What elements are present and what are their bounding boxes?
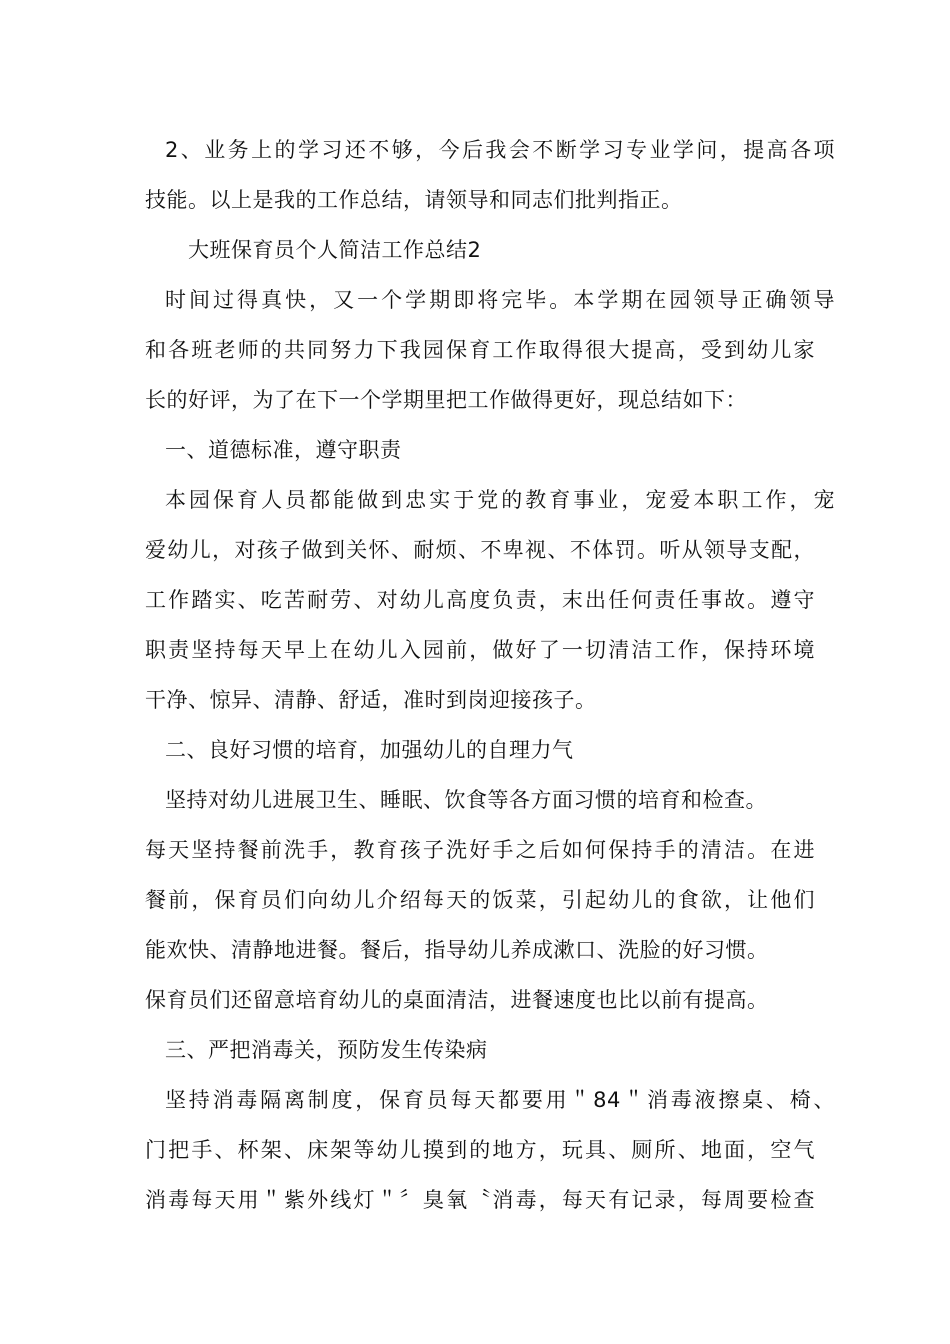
section-heading: 二、良好习惯的培育，加强幼儿的自理力气 [165,738,574,762]
paragraph-line: 餐前，保育员们向幼儿介绍每天的饭菜，引起幼儿的食欲，让他们 [145,888,815,912]
paragraph-line: 长的好评，为了在下一个学期里把工作做得更好，现总结如下： [145,388,747,412]
section-heading: 一、道德标准，遵守职责 [165,438,402,462]
paragraph-line: 时间过得真快，又一个学期即将完毕。本学期在园领导正确领导 [165,288,835,312]
paragraph-line: 能欢快、清静地进餐。餐后，指导幼儿养成漱口、洗脸的好习惯。 [145,938,769,962]
paragraph-line: 保育员们还留意培育幼儿的桌面清洁，进餐速度也比以前有提高。 [145,988,769,1012]
paragraph-line: 2、业务上的学习还不够，今后我会不断学习专业学问，提高各项 [165,138,835,162]
section-heading: 三、严把消毒关，预防发生传染病 [165,1038,488,1062]
paragraph-line: 爱幼儿，对孩子做到关怀、耐烦、不卑视、不体罚。听从领导支配， [145,538,815,562]
paragraph-line: 消毒每天用＂紫外线灯＂〞臭氧〝消毒，每天有记录，每周要检查 [145,1188,815,1212]
paragraph-line: 工作踏实、吃苦耐劳、对幼儿高度负责，末出任何责任事故。遵守 [145,588,815,612]
paragraph-line: 技能。以上是我的工作总结，请领导和同志们批判指正。 [145,188,683,212]
paragraph-line: 干净、惊异、清静、舒适，准时到岗迎接孩子。 [145,688,597,712]
paragraph-line: 职责坚持每天早上在幼儿入园前，做好了一切清洁工作，保持环境 [145,638,815,662]
paragraph-line: 坚持消毒隔离制度，保育员每天都要用＂84＂消毒液擦桌、椅、 [165,1088,835,1112]
section-title: 大班保育员个人简洁工作总结2 [188,238,482,262]
paragraph-line: 和各班老师的共同努力下我园保育工作取得很大提高，受到幼儿家 [145,338,815,362]
paragraph-line: 门把手、杯架、床架等幼儿摸到的地方，玩具、厕所、地面，空气 [145,1138,815,1162]
paragraph-line: 坚持对幼儿进展卫生、睡眠、饮食等各方面习惯的培育和检查。 [165,788,767,812]
paragraph-line: 本园保育人员都能做到忠实于党的教育事业，宠爱本职工作，宠 [165,488,835,512]
paragraph-line: 每天坚持餐前洗手，教育孩子洗好手之后如何保持手的清洁。在进 [145,838,815,862]
